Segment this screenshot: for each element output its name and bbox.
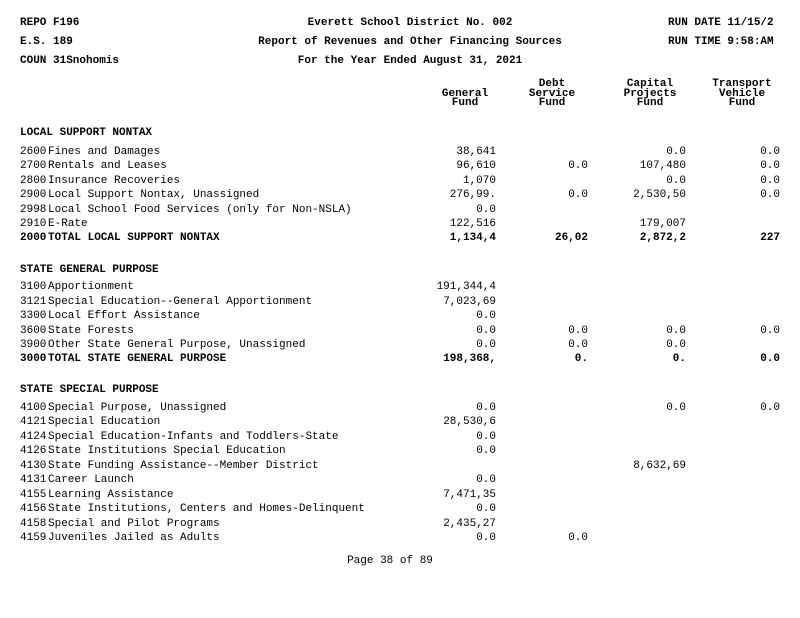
line-item-label: Local Effort Assistance: [48, 310, 200, 322]
col-transport-3: Fund: [728, 97, 756, 109]
amount-cell: 0.0: [476, 310, 496, 322]
line-item-code: 4155: [20, 489, 47, 501]
line-item-code: 3121: [20, 296, 47, 308]
county: COUN 31Snohomis: [20, 55, 120, 67]
run-date: RUN DATE 11/15/2: [668, 17, 774, 29]
col-general-2: Fund: [451, 97, 479, 109]
col-transport-2: Vehicle: [718, 88, 766, 100]
amount-cell: 8,632,69: [633, 460, 686, 472]
amount-cell: 0.0: [666, 325, 686, 337]
amount-cell: 0.0: [476, 339, 496, 351]
line-item-label: Local School Food Services (only for Non-NSLA): [48, 204, 352, 216]
line-item-code: 2900: [20, 189, 47, 201]
amount-cell: 7,023,69: [443, 296, 496, 308]
section-title: STATE GENERAL PURPOSE: [20, 264, 159, 276]
amount-cell: 38,641: [456, 146, 496, 158]
line-item-label: State Forests: [48, 325, 134, 337]
amount-cell: 0.0: [760, 160, 780, 172]
line-item-code: 2998: [20, 204, 47, 216]
line-item-label: Special Education--General Apportionment: [48, 296, 313, 308]
amount-cell: 107,480: [639, 160, 686, 172]
line-item-code: 3100: [20, 281, 47, 293]
section-title: LOCAL SUPPORT NONTAX: [20, 127, 153, 139]
col-transport-1: Transport: [712, 78, 772, 90]
amount-cell: 0.0: [476, 474, 496, 486]
amount-cell: 0.0: [760, 146, 780, 158]
col-debt-2: Service: [528, 88, 576, 100]
amount-cell: 2,530,50: [633, 189, 686, 201]
amount-cell: 198,368,: [443, 353, 496, 365]
amount-cell: 7,471,35: [443, 489, 496, 501]
amount-cell: 191,344,4: [436, 281, 496, 293]
report-title: Report of Revenues and Other Financing Sources: [258, 36, 562, 48]
amount-cell: 0.0: [568, 160, 588, 172]
amount-cell: 1,070: [462, 175, 496, 187]
amount-cell: 0.0: [666, 402, 686, 414]
col-capital-1: Capital: [626, 78, 674, 90]
amount-cell: 0.0: [476, 431, 496, 443]
line-item-code: 3300: [20, 310, 47, 322]
line-item-label: Special Education: [48, 416, 161, 428]
line-item-code: 4124: [20, 431, 47, 443]
amount-cell: 0.0: [476, 503, 496, 515]
total-row-label: TOTAL STATE GENERAL PURPOSE: [48, 353, 227, 365]
line-item-code: 2910: [20, 218, 47, 230]
line-item-code: 4158: [20, 518, 47, 530]
line-item-label: Apportionment: [48, 281, 134, 293]
col-debt-3: Fund: [538, 97, 566, 109]
amount-cell: 0.0: [476, 402, 496, 414]
line-item-label: Insurance Recoveries: [48, 175, 181, 187]
line-item-code: 4100: [20, 402, 47, 414]
amount-cell: 0.0: [666, 146, 686, 158]
line-item-label: Special Education-Infants and Toddlers-State: [48, 431, 339, 443]
amount-cell: 0.0: [760, 325, 780, 337]
line-item-code: 2600: [20, 146, 47, 158]
line-item-code: 3600: [20, 325, 47, 337]
line-item-label: Special and Pilot Programs: [48, 518, 220, 530]
section-title: STATE SPECIAL PURPOSE: [20, 384, 159, 396]
line-item-label: Special Purpose, Unassigned: [48, 402, 227, 414]
col-capital-3: Fund: [636, 97, 664, 109]
line-item-label: State Institutions Special Education: [48, 445, 286, 457]
amount-cell: 2,435,27: [443, 518, 496, 530]
amount-cell: 1,134,4: [449, 232, 496, 244]
total-row-code: 3000: [20, 353, 47, 365]
district-name: Everett School District No. 002: [307, 17, 513, 29]
amount-cell: 2,872,2: [639, 232, 686, 244]
amount-cell: 0.0: [476, 204, 496, 216]
line-item-code: 4121: [20, 416, 47, 428]
line-item-label: Learning Assistance: [48, 489, 174, 501]
amount-cell: 0.: [574, 353, 588, 365]
run-time: RUN TIME 9:58:AM: [668, 36, 774, 48]
amount-cell: 0.0: [476, 325, 496, 337]
page-number: Page 38 of 89: [347, 555, 433, 567]
amount-cell: 0.0: [476, 532, 496, 544]
report-id: REPO F196: [20, 17, 80, 29]
line-item-label: Rentals and Leases: [48, 160, 167, 172]
amount-cell: 0.: [672, 353, 686, 365]
line-item-label: State Funding Assistance--Member District: [48, 460, 319, 472]
col-capital-2: Projects: [623, 88, 677, 100]
amount-cell: 0.0: [568, 325, 588, 337]
line-item-label: Fines and Damages: [48, 146, 161, 158]
line-item-code: 4130: [20, 460, 47, 472]
line-item-code: 4156: [20, 503, 47, 515]
line-item-code: 2700: [20, 160, 47, 172]
line-item-code: 4126: [20, 445, 47, 457]
amount-cell: 0.0: [666, 339, 686, 351]
amount-cell: 96,610: [456, 160, 496, 172]
amount-cell: 0.0: [476, 445, 496, 457]
line-item-label: Local Support Nontax, Unassigned: [48, 189, 260, 201]
amount-cell: 28,530,6: [443, 416, 496, 428]
line-item-label: State Institutions, Centers and Homes-Delinquent: [48, 503, 365, 515]
amount-cell: 0.0: [568, 339, 588, 351]
amount-cell: 122,516: [449, 218, 496, 230]
line-item-label: E-Rate: [48, 218, 88, 230]
amount-cell: 26,02: [554, 232, 588, 244]
amount-cell: 0.0: [760, 353, 780, 365]
amount-cell: 276,99.: [449, 189, 496, 201]
line-item-label: Other State General Purpose, Unassigned: [48, 339, 306, 351]
line-item-code: 3900: [20, 339, 47, 351]
line-item-code: 4159: [20, 532, 47, 544]
amount-cell: 0.0: [568, 532, 588, 544]
col-general-1: General: [441, 88, 489, 100]
line-item-code: 2800: [20, 175, 47, 187]
amount-cell: 0.0: [568, 189, 588, 201]
line-item-code: 4131: [20, 474, 47, 486]
ess-number: E.S. 189: [20, 36, 73, 48]
amount-cell: 227: [760, 232, 780, 244]
amount-cell: 0.0: [760, 175, 780, 187]
col-debt-1: Debt: [538, 78, 566, 90]
line-item-label: Career Launch: [48, 474, 134, 486]
amount-cell: 0.0: [760, 402, 780, 414]
amount-cell: 0.0: [666, 175, 686, 187]
total-row-label: TOTAL LOCAL SUPPORT NONTAX: [48, 232, 220, 244]
fiscal-year: For the Year Ended August 31, 2021: [297, 55, 523, 67]
amount-cell: 179,007: [639, 218, 686, 230]
amount-cell: 0.0: [760, 189, 780, 201]
line-item-label: Juveniles Jailed as Adults: [48, 532, 220, 544]
total-row-code: 2000: [20, 232, 47, 244]
